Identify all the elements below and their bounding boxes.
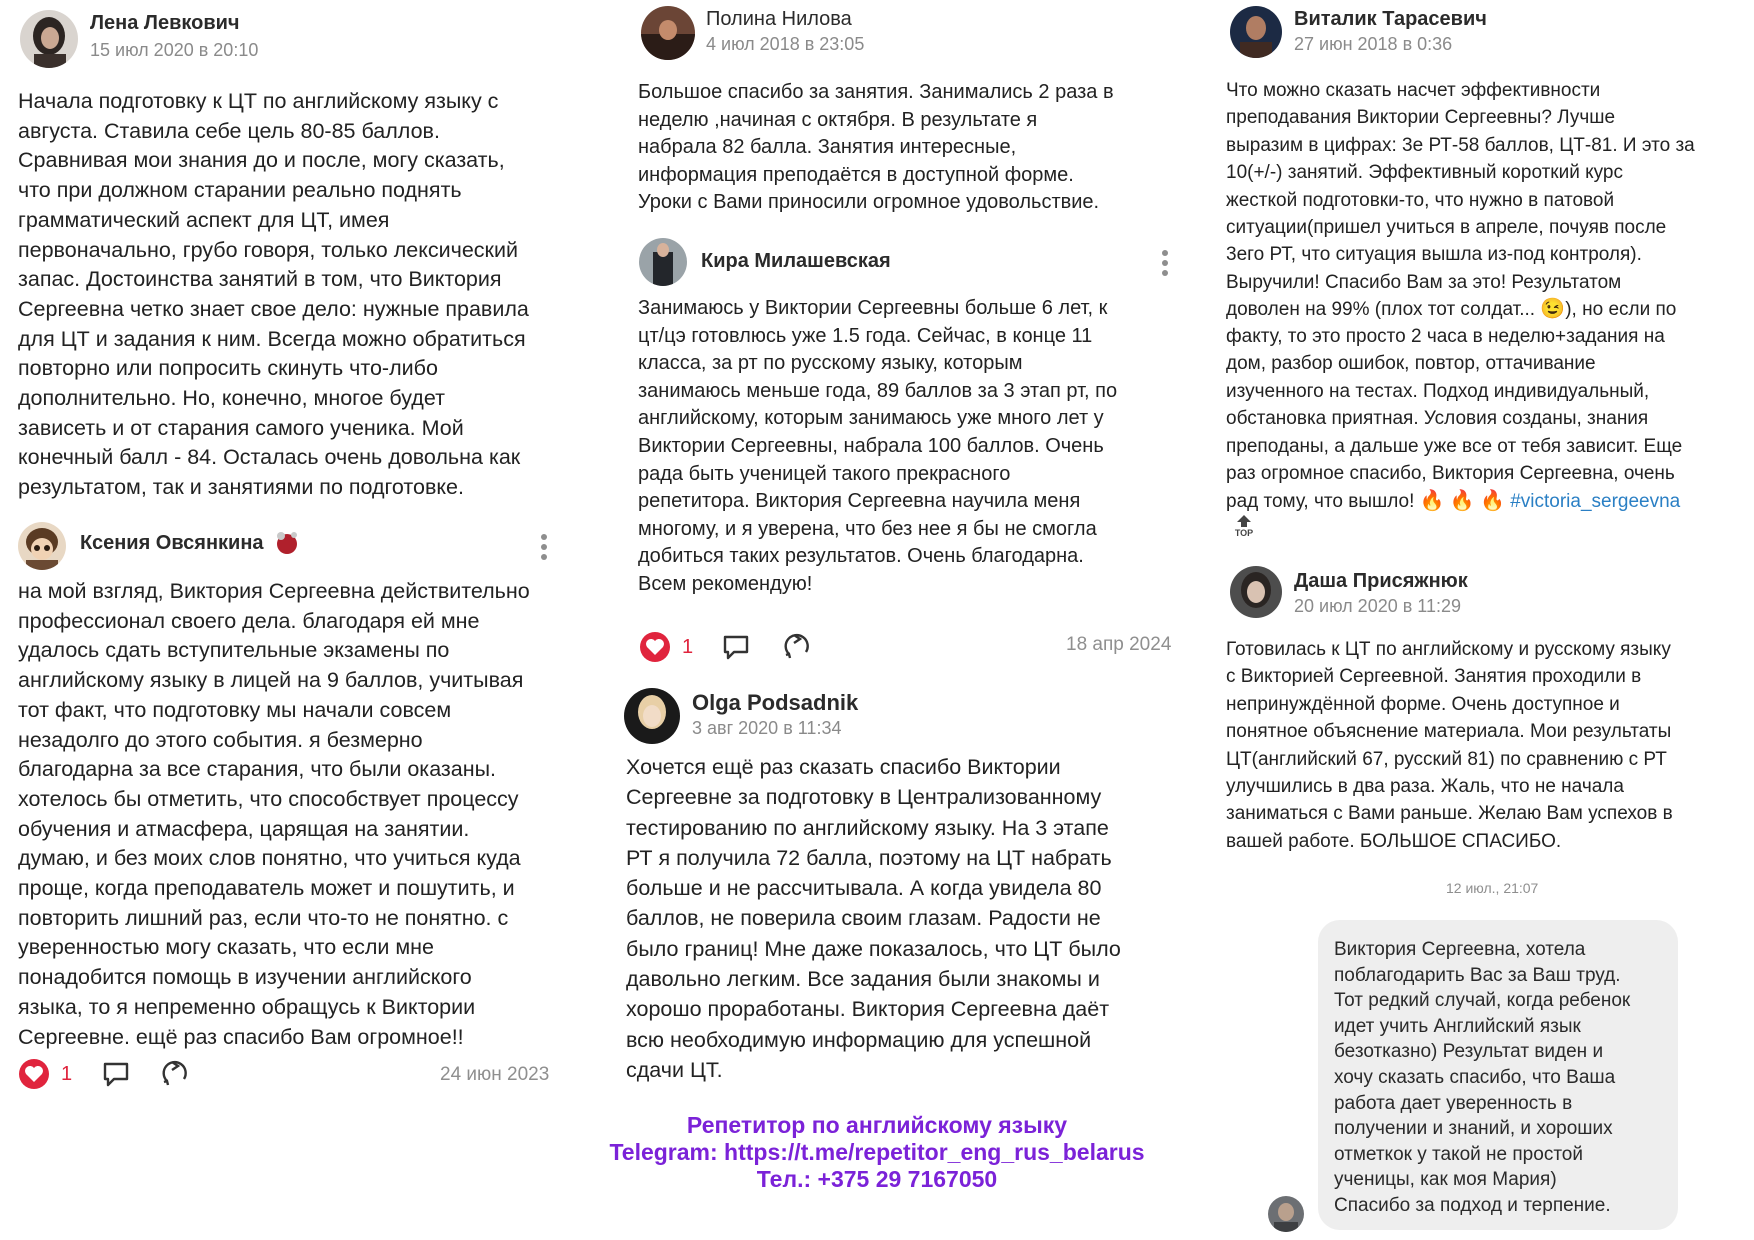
repost-icon[interactable] — [158, 1057, 192, 1096]
more-vertical-icon[interactable] — [1161, 250, 1169, 280]
text-line: повторить лишний раз, если что-то не понятно. с — [18, 905, 509, 930]
promo-title: Репетитор по английскому языку — [686, 1112, 1068, 1138]
text-line: уверенностью могу сказать, что если мне — [18, 935, 434, 960]
text-line: конечный балл - 84. Осталась очень довольна как — [18, 445, 521, 470]
text-line: преподаны, а дальше уже все от тебя зависит. Еще — [1226, 435, 1683, 457]
text-line: занимаюсь меньше года, 89 баллов за 3 этап рт, по — [638, 379, 1118, 402]
text-line: английскому, которым занимаюсь уже много лет у — [638, 407, 1104, 430]
review-text — [638, 295, 1117, 599]
text-line: дом, разбор ошибок, повтор, оттачивание — [1226, 353, 1596, 375]
text-line: Всем рекомендую! — [638, 572, 813, 595]
text-line: класса, за рт по русскому языку, которым — [638, 352, 1023, 375]
text-line: набрала 82 балла. Занятия интересные, — [638, 136, 1017, 159]
review-text — [1226, 636, 1673, 855]
review-text: рад тому, что вышло! 🔥 🔥 🔥 #victoria_sergeevna — [1226, 488, 1680, 515]
text-line: ученицы, как моя Мария) — [1334, 1169, 1557, 1191]
text-line: профессионал своего дела. благодаря ей мне — [18, 608, 480, 633]
text-line: неделю ,начиная с октября. В результате я — [638, 108, 1038, 131]
post-timestamp[interactable]: 18 апр 2024 — [1066, 634, 1172, 655]
heart-icon[interactable] — [16, 1058, 52, 1095]
text-line: репетитора. Виктория Сергеевна научила меня — [638, 490, 1081, 513]
heart-icon[interactable] — [637, 631, 673, 668]
text-line: что при должном старании реально поднять — [18, 178, 462, 203]
text-line: сдачи ЦТ. — [626, 1057, 723, 1082]
review-date[interactable]: 15 июл 2020 в 20:10 — [90, 40, 259, 60]
review-text — [638, 79, 1114, 217]
review-date[interactable]: 20 июл 2020 в 11:29 — [1294, 596, 1462, 616]
text-line: зависеть и от старания самого ученика. Мой — [18, 415, 464, 440]
reviewer-name[interactable]: Даша Присяжнюк — [1294, 570, 1468, 592]
text-line: запас. Достоинства занятий в том, что Виктория — [18, 267, 502, 292]
text-line: благодарна за все старания, что были оказаны. — [18, 757, 497, 782]
text-line: добиться таких результатов. Очень благодарна. — [638, 545, 1084, 568]
text-line: ЦТ(английский 67, русский 81) по сравнению с РТ — [1226, 748, 1667, 770]
post-timestamp[interactable]: 24 июн 2023 — [440, 1064, 550, 1085]
text-line: тот факт, что подготовку мы начали совсем — [18, 697, 452, 722]
text-line: хочу сказать спасибо, что Ваша — [1334, 1066, 1616, 1088]
review-text — [1226, 323, 1682, 487]
reviewer-name[interactable]: Полина Нилова — [706, 8, 852, 30]
text-line: Виктории Сергеевны, набрала 100 баллов. Очень — [638, 434, 1104, 457]
text-line: больше и не рассчитывала. А когда увидела 80 — [626, 876, 1102, 901]
text-line: давольно легким. Все задания были знакомы и — [626, 967, 1100, 992]
text-line: августа. Ставила себе цель 80-85 баллов. — [18, 118, 440, 143]
reviewer-name[interactable]: Olga Podsadnik — [692, 690, 859, 715]
chat-avatar[interactable] — [1268, 1196, 1304, 1232]
text-line: тестированию по английскому языку. На 3 этапе — [626, 815, 1109, 840]
fire-emoji: 🔥 — [1419, 490, 1445, 512]
text-line: заниматься с Вами раньше. Желаю Вам успехов в — [1226, 803, 1673, 825]
promo-phone[interactable]: Тел.: +375 29 7167050 — [756, 1166, 998, 1192]
text-line: повторно или попросить скинуть что-либо — [18, 356, 438, 381]
text-line: Начала подготовку к ЦТ по английскому языку с — [18, 89, 499, 113]
text-line: Занимаюсь у Виктории Сергеевны больше 6 лет, к — [638, 297, 1108, 319]
text-line: думаю, и без моих слов понятно, что учиться куда — [18, 846, 521, 871]
text-line: Сергеевне. ещё раз спасибо Вам огромное!! — [18, 1024, 464, 1049]
wink-emoji: 😉 — [1540, 298, 1566, 320]
text-line: работа дает уверенность в — [1334, 1092, 1573, 1114]
text-line: безотказно) Результат виден и — [1334, 1041, 1604, 1063]
text-line: факту, то это просто 2 часа в неделю+задания на — [1226, 326, 1665, 347]
text-line: поблагодарить Вас за Ваш труд. — [1334, 964, 1621, 986]
reviewer-name[interactable]: Ксения Овсянкина — [80, 532, 264, 554]
repost-icon[interactable] — [780, 630, 814, 669]
sticker-icon — [272, 528, 302, 561]
avatar-lena[interactable] — [20, 10, 78, 68]
review-date[interactable]: 3 авг 2020 в 11:34 — [692, 718, 842, 738]
review-text — [1226, 77, 1695, 296]
text-line: изученного на тестах. Подход индивидуальный, — [1226, 380, 1650, 402]
text-line: Сергеевна четко знает свое дело: нужные правила — [18, 296, 529, 321]
like-count: 1 — [682, 636, 694, 658]
text-line: многому, и я уверена, что без нее я бы не смогла — [638, 517, 1097, 540]
reviewer-name[interactable]: Лена Левкович — [90, 12, 240, 34]
text-line: английскому языку в лицей на 9 баллов, учитывая — [18, 668, 524, 693]
review-text — [18, 87, 529, 503]
text-line: удалось сдать вступительные экзамены по — [18, 638, 450, 663]
text-line: Сравнивая мои знания до и после, могу сказать, — [18, 148, 505, 173]
text-line: Спасибо за подход и терпение. — [1334, 1194, 1611, 1216]
text-line: ситуации(пришел учиться в апреле, почуяв после — [1226, 217, 1667, 239]
avatar-dasha[interactable] — [1230, 566, 1282, 618]
avatar-kseniya[interactable] — [18, 522, 66, 570]
more-vertical-icon[interactable] — [540, 534, 548, 564]
text-line: Хочется ещё раз сказать спасибо Виктории — [626, 755, 1061, 779]
text-line: Сергеевне за подготовку в Централизованному — [626, 785, 1102, 810]
text-line: рада быть ученицей такого прекрасного — [638, 462, 1011, 485]
avatar-olga[interactable] — [624, 688, 680, 744]
text-line: РТ я получила 72 балла, поэтому на ЦТ набрать — [626, 845, 1112, 870]
text-line: Готовилась к ЦТ по английскому и русскому языку — [1226, 639, 1671, 660]
text-line: отметкок у такой не простой — [1334, 1143, 1583, 1165]
comment-icon[interactable] — [101, 1059, 131, 1094]
text-line: 10(+/-) занятий. Эффективный короткий курс — [1226, 162, 1623, 184]
text-line: Выручили! Спасибо Вам за это! Результатом — [1226, 271, 1622, 293]
fire-emoji: 🔥 — [1480, 490, 1505, 512]
text-line: понадобится помощь в изучении английского — [18, 965, 472, 990]
text-line: 3его РТ, что ситуация вышла из-под контроля). — [1226, 244, 1642, 266]
text-line: Большое спасибо за занятия. Занимались 2 раза в — [638, 81, 1114, 103]
text-line: первоначально, грубо говоря, только лексический — [18, 237, 518, 262]
text-line: получении и знаний, и хороших — [1334, 1118, 1613, 1140]
text-line: вашей работе. БОЛЬШОЕ СПАСИБО. — [1226, 830, 1562, 852]
review-text — [18, 577, 530, 1052]
text-line: хорошо проработаны. Виктория Сергеевна даёт — [626, 997, 1110, 1022]
text-line: выразим в цифрах: 3е РТ-58 баллов, ЦТ-81. И это за — [1226, 134, 1695, 156]
text-line: жесткой подготовки-то, что нужно в патовой — [1226, 189, 1615, 211]
text-line: Тот редкий случай, когда ребенок — [1334, 990, 1631, 1012]
text-line: непринуждённой форме. Очень доступное и — [1226, 693, 1620, 715]
review-date[interactable]: 27 июн 2018 в 0:36 — [1294, 34, 1453, 54]
reviewer-name[interactable]: Кира Милашевская — [701, 250, 891, 272]
text-line: языка, то я непременно обращусь к Виктории — [18, 994, 476, 1019]
text-line: идет учить Английский язык — [1334, 1015, 1581, 1037]
text-line: Что можно сказать насчет эффективности — [1226, 80, 1601, 101]
fire-emoji: 🔥 — [1449, 490, 1475, 512]
avatar-vitalik[interactable] — [1230, 6, 1282, 58]
review-date[interactable]: 4 июл 2018 в 23:05 — [706, 34, 865, 54]
text-line: обстановка приятная. Условия созданы, знания — [1226, 408, 1649, 430]
review-text — [626, 752, 1121, 1085]
text-line: грамматический аспект для ЦТ, имея — [18, 207, 390, 232]
reviewer-name[interactable]: Виталик Тарасевич — [1294, 8, 1487, 30]
review-text: доволен на 99% (плох тот солдат... 😉), но если по — [1226, 296, 1676, 323]
text-line: для ЦТ и задания к ним. Всегда можно обратиться — [18, 326, 526, 351]
text-line: преподавания Виктории Сергеевны? Лучше — [1226, 107, 1616, 129]
text-line: с Викторией Сергеевной. Занятия проходили в — [1226, 666, 1642, 688]
avatar-polina[interactable] — [641, 6, 695, 60]
text-line: цт/цэ готовлюсь уже 1.5 года. Сейчас, в конце 11 — [638, 324, 1093, 347]
promo-telegram-link[interactable]: Telegram: https://t.me/repetitor_eng_rus_belarus — [609, 1139, 1145, 1165]
chat-timestamp: 12 июл., 21:07 — [1446, 880, 1539, 896]
comment-icon[interactable] — [721, 632, 751, 667]
top-badge: TOP — [1234, 528, 1254, 538]
avatar-kira[interactable] — [639, 238, 687, 286]
like-count: 1 — [61, 1063, 73, 1085]
text-line: Виктория Сергеевна, хотела — [1334, 939, 1586, 960]
text-line: всю необходимую информацию для успешной — [626, 1027, 1092, 1052]
text-line: хотелось бы отметить, что способствует процессу — [18, 786, 519, 811]
text-line: Уроки с Вами приносили огромное удовольствие. — [638, 191, 1100, 214]
text-line: понятное объяснение материала. Мои результаты — [1226, 721, 1672, 743]
text-line: незадолго до этого события. я безмерно — [18, 727, 423, 752]
text-line: обучения и атмасфера, царящая на занятии. — [18, 816, 470, 841]
text-line: раз огромное спасибо, Виктория Сергеевна, очень — [1226, 463, 1675, 485]
text-line: проще, когда преподаватель может и пошутить, и — [18, 876, 515, 901]
text-line: было границ! Мне даже показалось, что ЦТ было — [626, 936, 1121, 961]
text-line: дополнительно. Но, конечно, многое будет — [18, 386, 445, 411]
text-line: информация преподаётся в доступной форме. — [638, 163, 1074, 186]
promo-block — [0, 1112, 1754, 1193]
hashtag-link[interactable]: #victoria_sergeevna — [1510, 491, 1681, 512]
text-line: улучшились в два раза. Жаль, что не начала — [1226, 776, 1624, 798]
text-line: результатом, так и занятиями по подготовке. — [18, 475, 464, 500]
text-line: баллов, не поверила своим глазам. Радости не — [626, 906, 1101, 931]
text-line: на мой взгляд, Виктория Сергеевна действительно — [18, 579, 530, 603]
